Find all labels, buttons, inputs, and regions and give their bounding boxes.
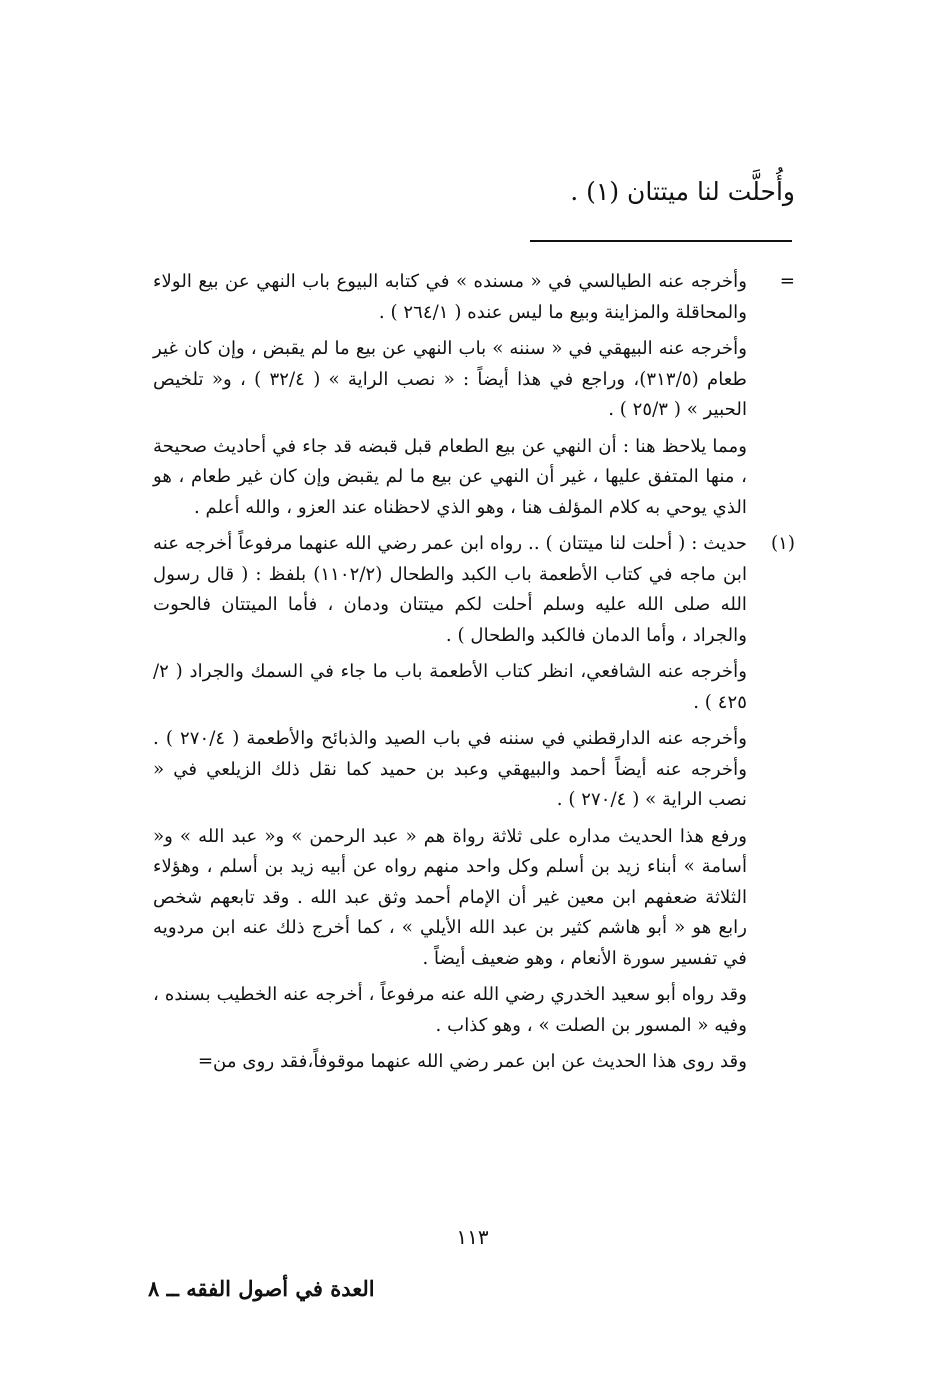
note-paragraph: ورفع هذا الحديث مداره على ثلاثة رواة هم « عبد الرحمن » و« عبد الله » و« أسامة » أبناء زيد بن أسلم وكل واحد منهم رواه عن أبيه زيد بن أسلم ، وهؤلاء الثلاثة ضعفهم ابن معين غير أن الإمام أحمد وثق عبد الله . وقد تابعهم شخص رابع هو « أبو هاشم كثير بن عبد الله الأيلي » ، كما أخرج ذلك عنه ابن مردويه في تفسير سورة الأنعام ، وهو ضعيف أيضاً . xyxy=(153,825,747,969)
footnote-1 xyxy=(153,529,795,1078)
signature-line: العدة في أصول الفقه ــ ٨ xyxy=(148,1276,375,1301)
note-paragraph: وأخرجه عنه الدارقطني في سننه في باب الصيد والذبائح والأطعمة ( ٢٧٠/٤ ) . وأخرجه عنه أيضاً أحمد والبيهقي وعبد بن حميد كما نقل ذلك الزيلعي في « نصب الراية » ( ٢٧٠/٤ ) . xyxy=(153,728,747,810)
continuation-note xyxy=(153,267,795,523)
note-paragraph: وأخرجه عنه البيهقي في « سننه » باب النهي عن بيع ما لم يقبض ، وإن كان غير طعام (٣١٣/٥)، وراجع في هذا أيضاً : « نصب الراية » ( ٣٢/٤ ) ، و« تلخيص الحبير » ( ٢٥/٣ ) . xyxy=(153,338,747,420)
page-number: ١١٣ xyxy=(456,1225,489,1249)
footnote-marker: (١) xyxy=(771,533,795,554)
main-text: وأُحلَّت لنا ميتتان (١) . xyxy=(570,177,795,206)
note-paragraph: وقد رواه أبو سعيد الخدري رضي الله عنه مرفوعاً ، أخرجه عنه الخطيب بسنده ، وفيه « المسور بن الصلت » ، وهو كذاب . xyxy=(153,984,747,1036)
note-paragraph: ومما يلاحظ هنا : أن النهي عن بيع الطعام قبل قبضه قد جاء في أحاديث صحيحة ، منها المتفق عليها ، غير أن النهي عن بيع ما لم يقبض وإن كان غير طعام ، هو الذي يوحي به كلام المؤلف هنا ، وهو الذي لاحظناه عند العزو ، والله أعلم . xyxy=(153,435,747,518)
note-paragraph: حديث : ( أحلت لنا ميتتان ) .. رواه ابن عمر رضي الله عنهما مرفوعاً أخرجه عنه ابن ماجه في كتاب الأطعمة باب الكبد والطحال (١١٠٢/٢) بلفظ : ( قال رسول الله صلى الله عليه وسلم أحلت لكم ميتتان ودمان ، فأما الميتتان فالحوت والجراد ، وأما الدمان فالكبد والطحال ) . xyxy=(153,533,747,646)
note-paragraph: وقد روى هذا الحديث عن ابن عمر رضي الله عنهما موقوفاً،فقد روى من= xyxy=(197,1051,747,1072)
note-paragraph: وأخرجه عنه الطيالسي في « مسنده » في كتابه البيوع باب النهي عن بيع الولاء والمحاقلة والمزاينة وبيع ما ليس عنده ( ٢٦٤/١ ) . xyxy=(153,271,747,323)
footnote-divider xyxy=(530,240,792,242)
continuation-marker: = xyxy=(779,271,795,292)
note-paragraph: وأخرجه عنه الشافعي، انظر كتاب الأطعمة باب ما جاء في السمك والجراد ( ٢/ ٤٢٥ ) . xyxy=(153,661,747,713)
footnotes-area xyxy=(153,267,795,1084)
